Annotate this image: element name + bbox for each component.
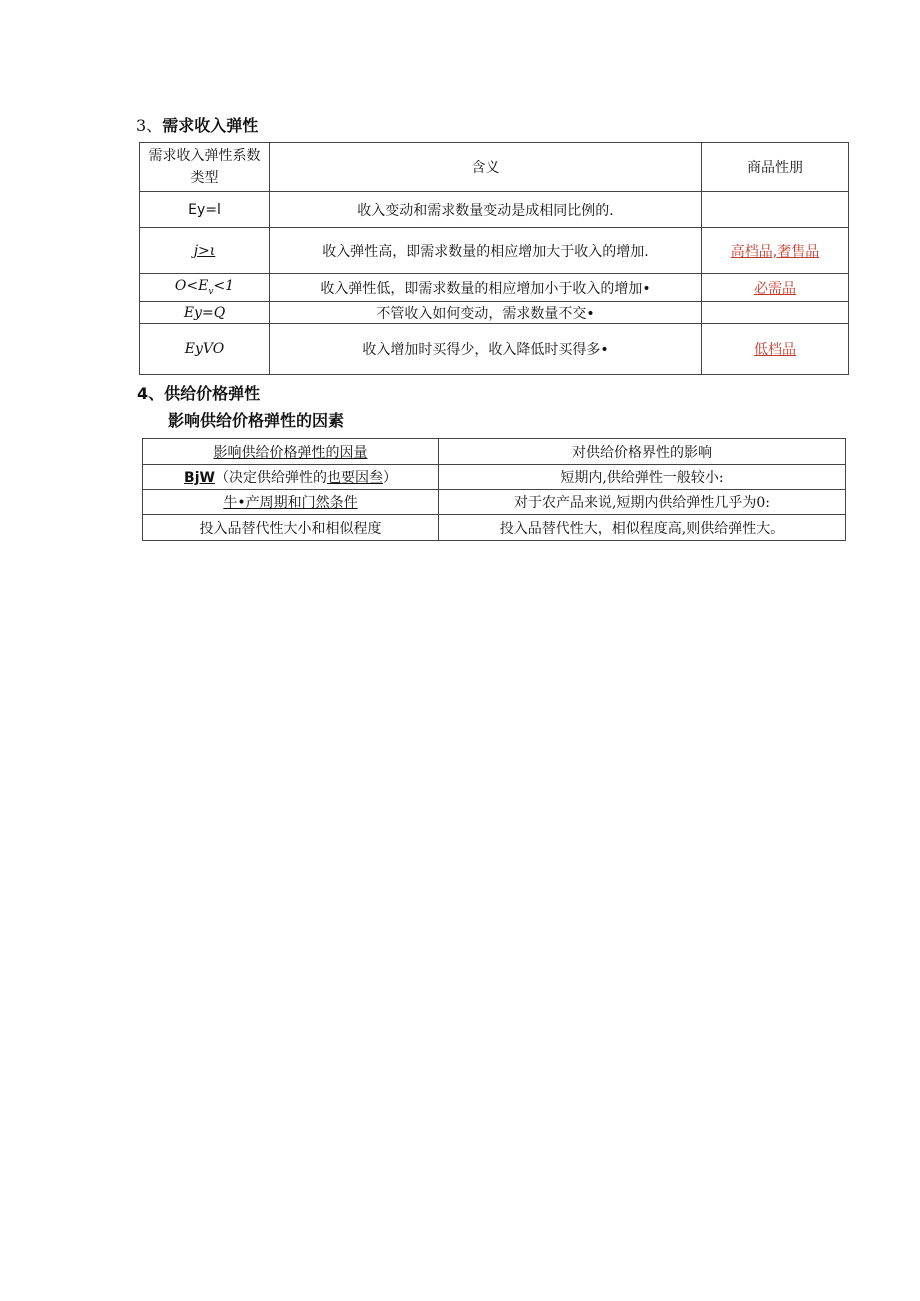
goods-cell: 必需品 — [702, 274, 849, 302]
type-main: O<E — [174, 278, 209, 295]
factor-text-a: （决定供给弹性的 — [214, 470, 327, 486]
table-row — [140, 274, 849, 302]
header-factor-cell: 影响供给价格弹性的因量 — [143, 439, 439, 465]
supply-elasticity-table — [142, 438, 846, 541]
header-type-cell — [140, 143, 270, 192]
factor-underlined: 也要因叁 — [326, 470, 383, 486]
effect-cell: 对于农产品来说,短期内供给弹性几乎为0: — [439, 490, 846, 515]
meaning-cell: 收入弹性低，即需求数量的相应增加小于收入的增加• — [270, 274, 702, 302]
header-effect-cell: 对供给价格界性的影响 — [439, 439, 846, 465]
type-cell: j>ι — [140, 228, 270, 274]
goods-cell — [702, 302, 849, 324]
header-meaning-cell: 含义 — [270, 143, 702, 192]
section-4-heading: 4、供给价格弹性 — [137, 384, 261, 403]
type-tail: <1 — [213, 278, 235, 295]
header-goods-cell: 商品性朋 — [702, 143, 849, 192]
section-4-subtitle: 影响供给价格弹性的因素 — [168, 411, 345, 430]
header-type-line1: 需求收入弹性系数 — [148, 148, 261, 164]
type-cell: Ey=Q — [140, 302, 270, 324]
meaning-cell: 不管收入如何变动，需求数量不交• — [270, 302, 702, 324]
meaning-cell: 收入增加时买得少，收入降低时买得多• — [270, 324, 702, 375]
effect-cell: 投入品替代性大，相似程度高,则供给弹性大。 — [439, 515, 846, 541]
table-row — [140, 302, 849, 324]
factor-text-b: ） — [382, 470, 397, 486]
header-type-line2: 类型 — [190, 170, 219, 186]
table-row — [143, 515, 846, 541]
meaning-cell: 收入弹性高，即需求数量的相应增加大于收入的增加. — [270, 228, 702, 274]
factor-cell: 投入品替代性大小和相似程度 — [143, 515, 439, 541]
goods-cell — [702, 192, 849, 228]
effect-cell: 短期内,供给弹性一般较小: — [439, 465, 846, 490]
section-3-heading — [136, 113, 258, 136]
type-subscript: v — [208, 286, 214, 297]
type-cell: Ey=l — [140, 192, 270, 228]
table-row — [143, 490, 846, 515]
goods-cell: 低档品 — [702, 324, 849, 375]
factor-cell: 牛•产周期和门然条件 — [143, 490, 439, 515]
table-row — [143, 465, 846, 490]
table-header-row — [143, 439, 846, 465]
section-3-number: 3、 — [136, 116, 163, 135]
factor-bold: BjW — [184, 470, 215, 486]
section-3-title: 需求收入弹性 — [162, 116, 259, 135]
table-row — [140, 324, 849, 375]
factor-cell — [143, 465, 439, 490]
table-header-row — [140, 143, 849, 192]
income-elasticity-table — [139, 142, 849, 375]
type-cell — [140, 274, 270, 302]
meaning-cell: 收入变动和需求数量变动是成相同比例的. — [270, 192, 702, 228]
table-row — [140, 228, 849, 274]
table-row — [140, 192, 849, 228]
goods-cell: 高档品,奢售品 — [702, 228, 849, 274]
type-cell: EyVO — [140, 324, 270, 375]
